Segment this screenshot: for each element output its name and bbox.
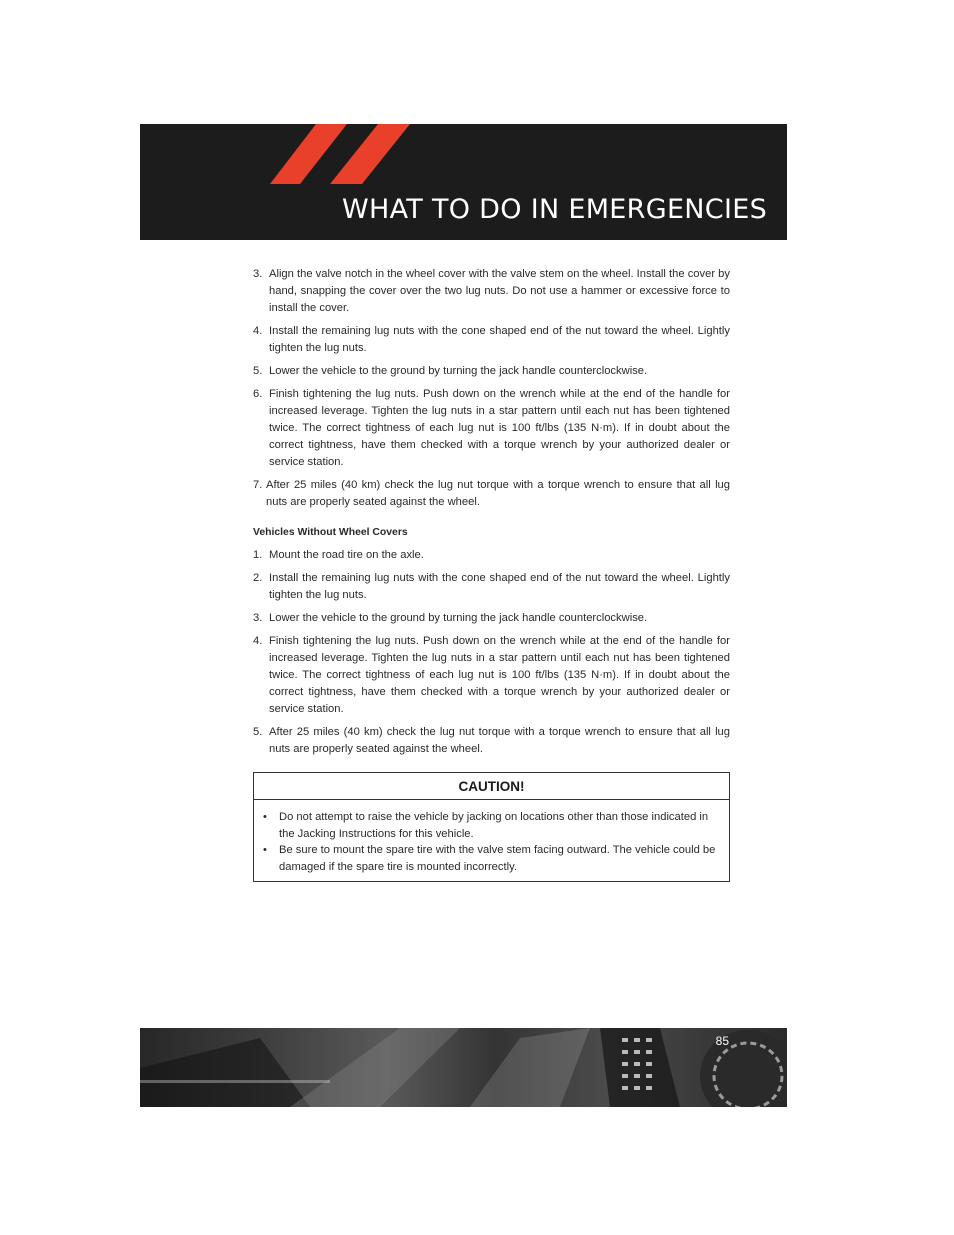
page-title: WHAT TO DO IN EMERGENCIES [342, 194, 768, 225]
step-number: 7. [253, 479, 263, 491]
caution-box [253, 772, 730, 882]
step-text: Install the remaining lug nuts with the cone shaped end of the nut toward the wheel. Lightly tighten the lug nuts. [269, 325, 730, 354]
bullet-icon: • [263, 844, 267, 856]
list-item [263, 842, 721, 875]
list-item [253, 547, 730, 564]
step-number: 5. [253, 365, 263, 377]
list-item [253, 570, 730, 604]
step-number: 4. [253, 635, 263, 647]
caution-text: Be sure to mount the spare tire with the valve stem facing outward. The vehicle could be damaged if the spare tire is mounted incorrectly. [279, 844, 716, 873]
bullet-icon: • [263, 811, 267, 823]
list-item [253, 363, 730, 380]
logo-stripe-left [270, 124, 347, 184]
step-number: 2. [253, 572, 263, 584]
main-content [253, 266, 730, 764]
list-item [253, 724, 730, 758]
caution-list [254, 800, 729, 875]
step-text: Mount the road tire on the axle. [269, 549, 424, 561]
step-text: Install the remaining lug nuts with the cone shaped end of the nut toward the wheel. Lightly tighten the lug nuts. [269, 572, 730, 601]
section-subheading: Vehicles Without Wheel Covers [253, 527, 408, 538]
caution-title: CAUTION! [254, 773, 729, 800]
step-text: Lower the vehicle to the ground by turning the jack handle counterclockwise. [269, 365, 648, 377]
step-number: 4. [253, 325, 263, 337]
list-item [253, 477, 730, 511]
page-number: 85 [715, 1034, 729, 1048]
caution-text: Do not attempt to raise the vehicle by jacking on locations other than those indicated in the Jacking Instructions for this vehicle. [279, 811, 709, 840]
footer-photo-banner [140, 1028, 787, 1107]
step-text: Align the valve notch in the wheel cover with the valve stem on the wheel. Install the cover by hand, snapping the cover over the two lug nuts. Do not use a hammer or excessive force to install the cover. [269, 268, 730, 314]
page-footer [140, 1028, 787, 1107]
page-header [140, 124, 787, 240]
logo-stripe-right [330, 124, 410, 184]
double-stripe-logo-icon [140, 124, 440, 186]
list-item [253, 386, 730, 471]
step-number: 3. [253, 268, 263, 280]
step-number: 3. [253, 612, 263, 624]
steps-with-covers-list [253, 266, 730, 511]
step-text: Lower the vehicle to the ground by turning the jack handle counterclockwise. [269, 612, 648, 624]
list-item [253, 633, 730, 718]
list-item [253, 610, 730, 627]
step-number: 6. [253, 388, 263, 400]
step-text: Finish tightening the lug nuts. Push down on the wrench while at the end of the handle for increased leverage. Tighten the lug nuts in a star pattern until each nut has been tightened twice. The correct tightness of each lug nut is 100 ft/lbs (135 N·m). If in doubt about the correct tightness, have them checked with a torque wrench by your authorized dealer or service station. [269, 635, 730, 715]
list-item [253, 266, 730, 317]
step-number: 5. [253, 726, 263, 738]
step-number: 1. [253, 549, 263, 561]
step-text: Finish tightening the lug nuts. Push down on the wrench while at the end of the handle for increased leverage. Tighten the lug nuts in a star pattern until each nut has been tightened twice. The correct tightness of each lug nut is 100 ft/lbs (135 N·m). If in doubt about the correct tightness, have them checked with a torque wrench by your authorized dealer or service station. [269, 388, 730, 468]
steps-without-covers-list [253, 547, 730, 758]
list-item [263, 809, 721, 842]
step-text: After 25 miles (40 km) check the lug nut torque with a torque wrench to ensure that all lug nuts are properly seated against the wheel. [266, 479, 730, 508]
step-text: After 25 miles (40 km) check the lug nut torque with a torque wrench to ensure that all lug nuts are properly seated against the wheel. [269, 726, 730, 755]
list-item [253, 323, 730, 357]
